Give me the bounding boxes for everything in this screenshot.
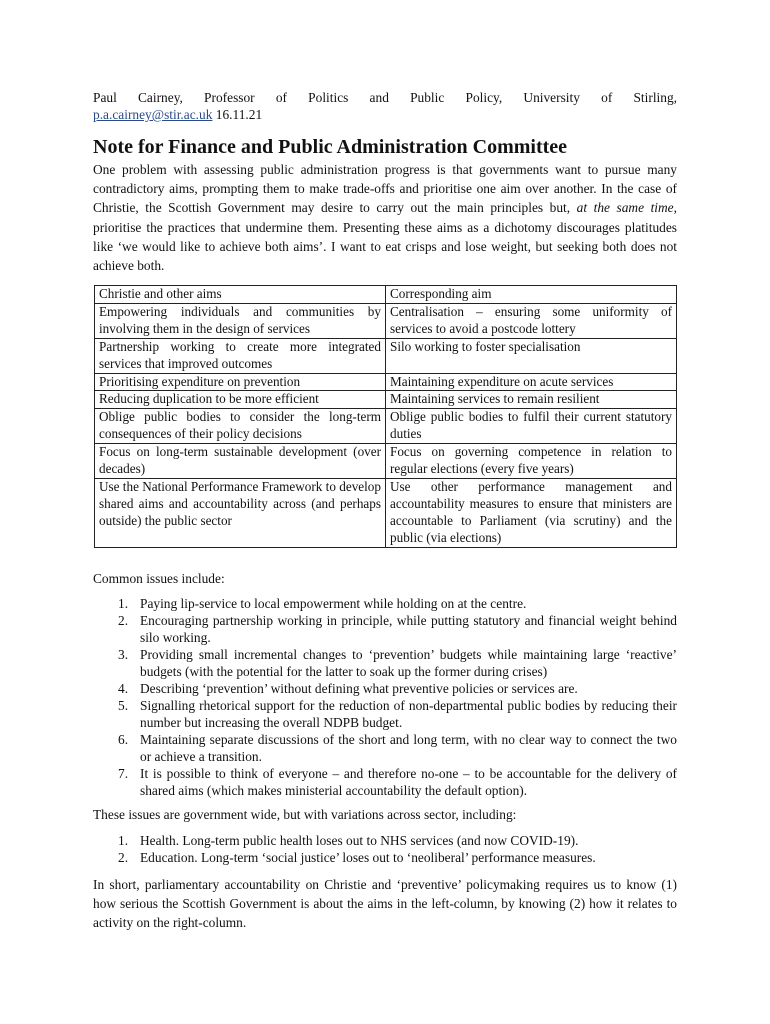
list-item: 6. Maintaining separate discussions of the short and long term, with no clear way to connect the two or achieve a transition. [118, 732, 677, 764]
table-row [95, 444, 677, 479]
list-item: 1. Paying lip-service to local empowerment while holding on at the centre. [118, 596, 527, 611]
list-item: 1. Health. Long-term public health loses out to NHS services (and now COVID-19). [118, 833, 579, 848]
list-item: 3. Providing small incremental changes to ‘prevention’ budgets while maintaining large ‘reactive’ budgets (with the potential for the latter to soak up the former during crises) [118, 647, 677, 679]
author-line: Paul Cairney, Professor of Politics and Public Policy, University of Stirling, [93, 90, 677, 105]
table-cell: Empowering individuals and communities by involving them in the design of services [95, 303, 386, 338]
table-row [95, 409, 677, 444]
sector-issues-heading: These issues are government wide, but with variations across sector, including: [93, 807, 517, 822]
list-item-text: Signalling rhetorical support for the reduction of non-departmental public bodies by reducing their number but increasing the overall NDPB budget. [140, 698, 677, 730]
table-row [95, 391, 677, 409]
table-cell: Maintaining expenditure on acute services [386, 373, 677, 391]
table-header-row [95, 286, 677, 304]
list-item: 2. Encouraging partnership working in principle, while putting statutory and financial weight behind silo working. [118, 613, 677, 645]
table-cell: Partnership working to create more integrated services that improved outcomes [95, 338, 386, 373]
list-item-text: Education. Long-term ‘social justice’ loses out to ‘neoliberal’ performance measures. [140, 850, 596, 865]
list-item: 7. It is possible to think of everyone – and therefore no-one – to be accountable for the delivery of shared aims (which makes ministerial accountability the default option). [118, 766, 677, 798]
conclusion-paragraph: In short, parliamentary accountability on Christie and ‘preventive’ policymaking requires us to know (1) how serious the Scottish Government is about the aims in the left-column, by knowing (2) how it relates to activity on the right-column. [93, 877, 677, 930]
sector-issues-list [93, 832, 677, 866]
table-row [95, 478, 677, 547]
table-row [95, 373, 677, 391]
table-cell: Oblige public bodies to fulfil their current statutory duties [386, 409, 677, 444]
table-cell: Use other performance management and accountability measures to ensure that ministers are accountable to Parliament (via scrutiny) and the public (via elections) [386, 478, 677, 547]
table-header-cell: Christie and other aims [95, 286, 386, 304]
list-item-text: Describing ‘prevention’ without defining what preventive policies or services are. [140, 681, 578, 696]
table-cell: Silo working to foster specialisation [386, 338, 677, 373]
list-item: 4. Describing ‘prevention’ without defining what preventive policies or services are. [118, 681, 578, 696]
list-item: 5. Signalling rhetorical support for the reduction of non-departmental public bodies by reducing their number but increasing the overall NDPB budget. [118, 698, 677, 730]
email-link[interactable]: p.a.cairney@stir.ac.uk [93, 107, 213, 122]
list-item-text: Providing small incremental changes to ‘prevention’ budgets while maintaining large ‘reactive’ budgets (with the potential for the latter to soak up the former during crises) [140, 647, 677, 679]
page-title: Note for Finance and Public Administration Committee [93, 136, 568, 158]
common-issues-heading: Common issues include: [93, 571, 225, 586]
table-header-cell: Corresponding aim [386, 286, 677, 304]
list-item-text: Maintaining separate discussions of the short and long term, with no clear way to connect the two or achieve a transition. [140, 732, 677, 764]
intro-text-2: , prioritise the practices that undermine them. Presenting these aims as a dichotomy discourages platitudes like ‘we would like to achieve both aims’. I want to eat crisps and lose weight, but seeking both does not achieve both. [93, 200, 677, 274]
intro-emphasis: at the same time [576, 200, 674, 216]
list-item-text: It is possible to think of everyone – and therefore no-one – to be accountable for the delivery of shared aims (which makes ministerial accountability the default option). [140, 766, 677, 798]
table-cell: Oblige public bodies to consider the long-term consequences of their policy decisions [95, 409, 386, 444]
table-cell: Use the National Performance Framework to develop shared aims and accountability across (and perhaps outside) the public sector [95, 478, 386, 547]
table-cell: Centralisation – ensuring some uniformity of services to avoid a postcode lottery [386, 303, 677, 338]
author-contact [93, 106, 262, 123]
list-item: 2. Education. Long-term ‘social justice’ loses out to ‘neoliberal’ performance measures. [118, 850, 596, 865]
document-date: 16.11.21 [212, 107, 263, 122]
list-item-text: Encouraging partnership working in principle, while putting statutory and financial weight behind silo working. [140, 613, 677, 645]
list-item-text: Paying lip-service to local empowerment while holding on at the centre. [140, 596, 527, 611]
aims-table [94, 285, 677, 548]
table-row [95, 338, 677, 373]
table-cell: Maintaining services to remain resilient [386, 391, 677, 409]
table-cell: Focus on governing competence in relation to regular elections (every five years) [386, 444, 677, 479]
intro-paragraph [93, 160, 677, 275]
table-cell: Prioritising expenditure on prevention [95, 373, 386, 391]
list-item-text: Health. Long-term public health loses out to NHS services (and now COVID-19). [140, 833, 579, 848]
table-cell: Focus on long-term sustainable development (over decades) [95, 444, 386, 479]
table-row [95, 303, 677, 338]
intro-text-1: One problem with assessing public administration progress is that governments want to pursue many contradictory aims, prompting them to make trade-offs and prioritise one aim over another. In the case of Christie, the Scottish Government may desire to carry out the main principles but, [93, 162, 677, 216]
common-issues-list [93, 595, 677, 799]
table-cell: Reducing duplication to be more efficient [95, 391, 386, 409]
